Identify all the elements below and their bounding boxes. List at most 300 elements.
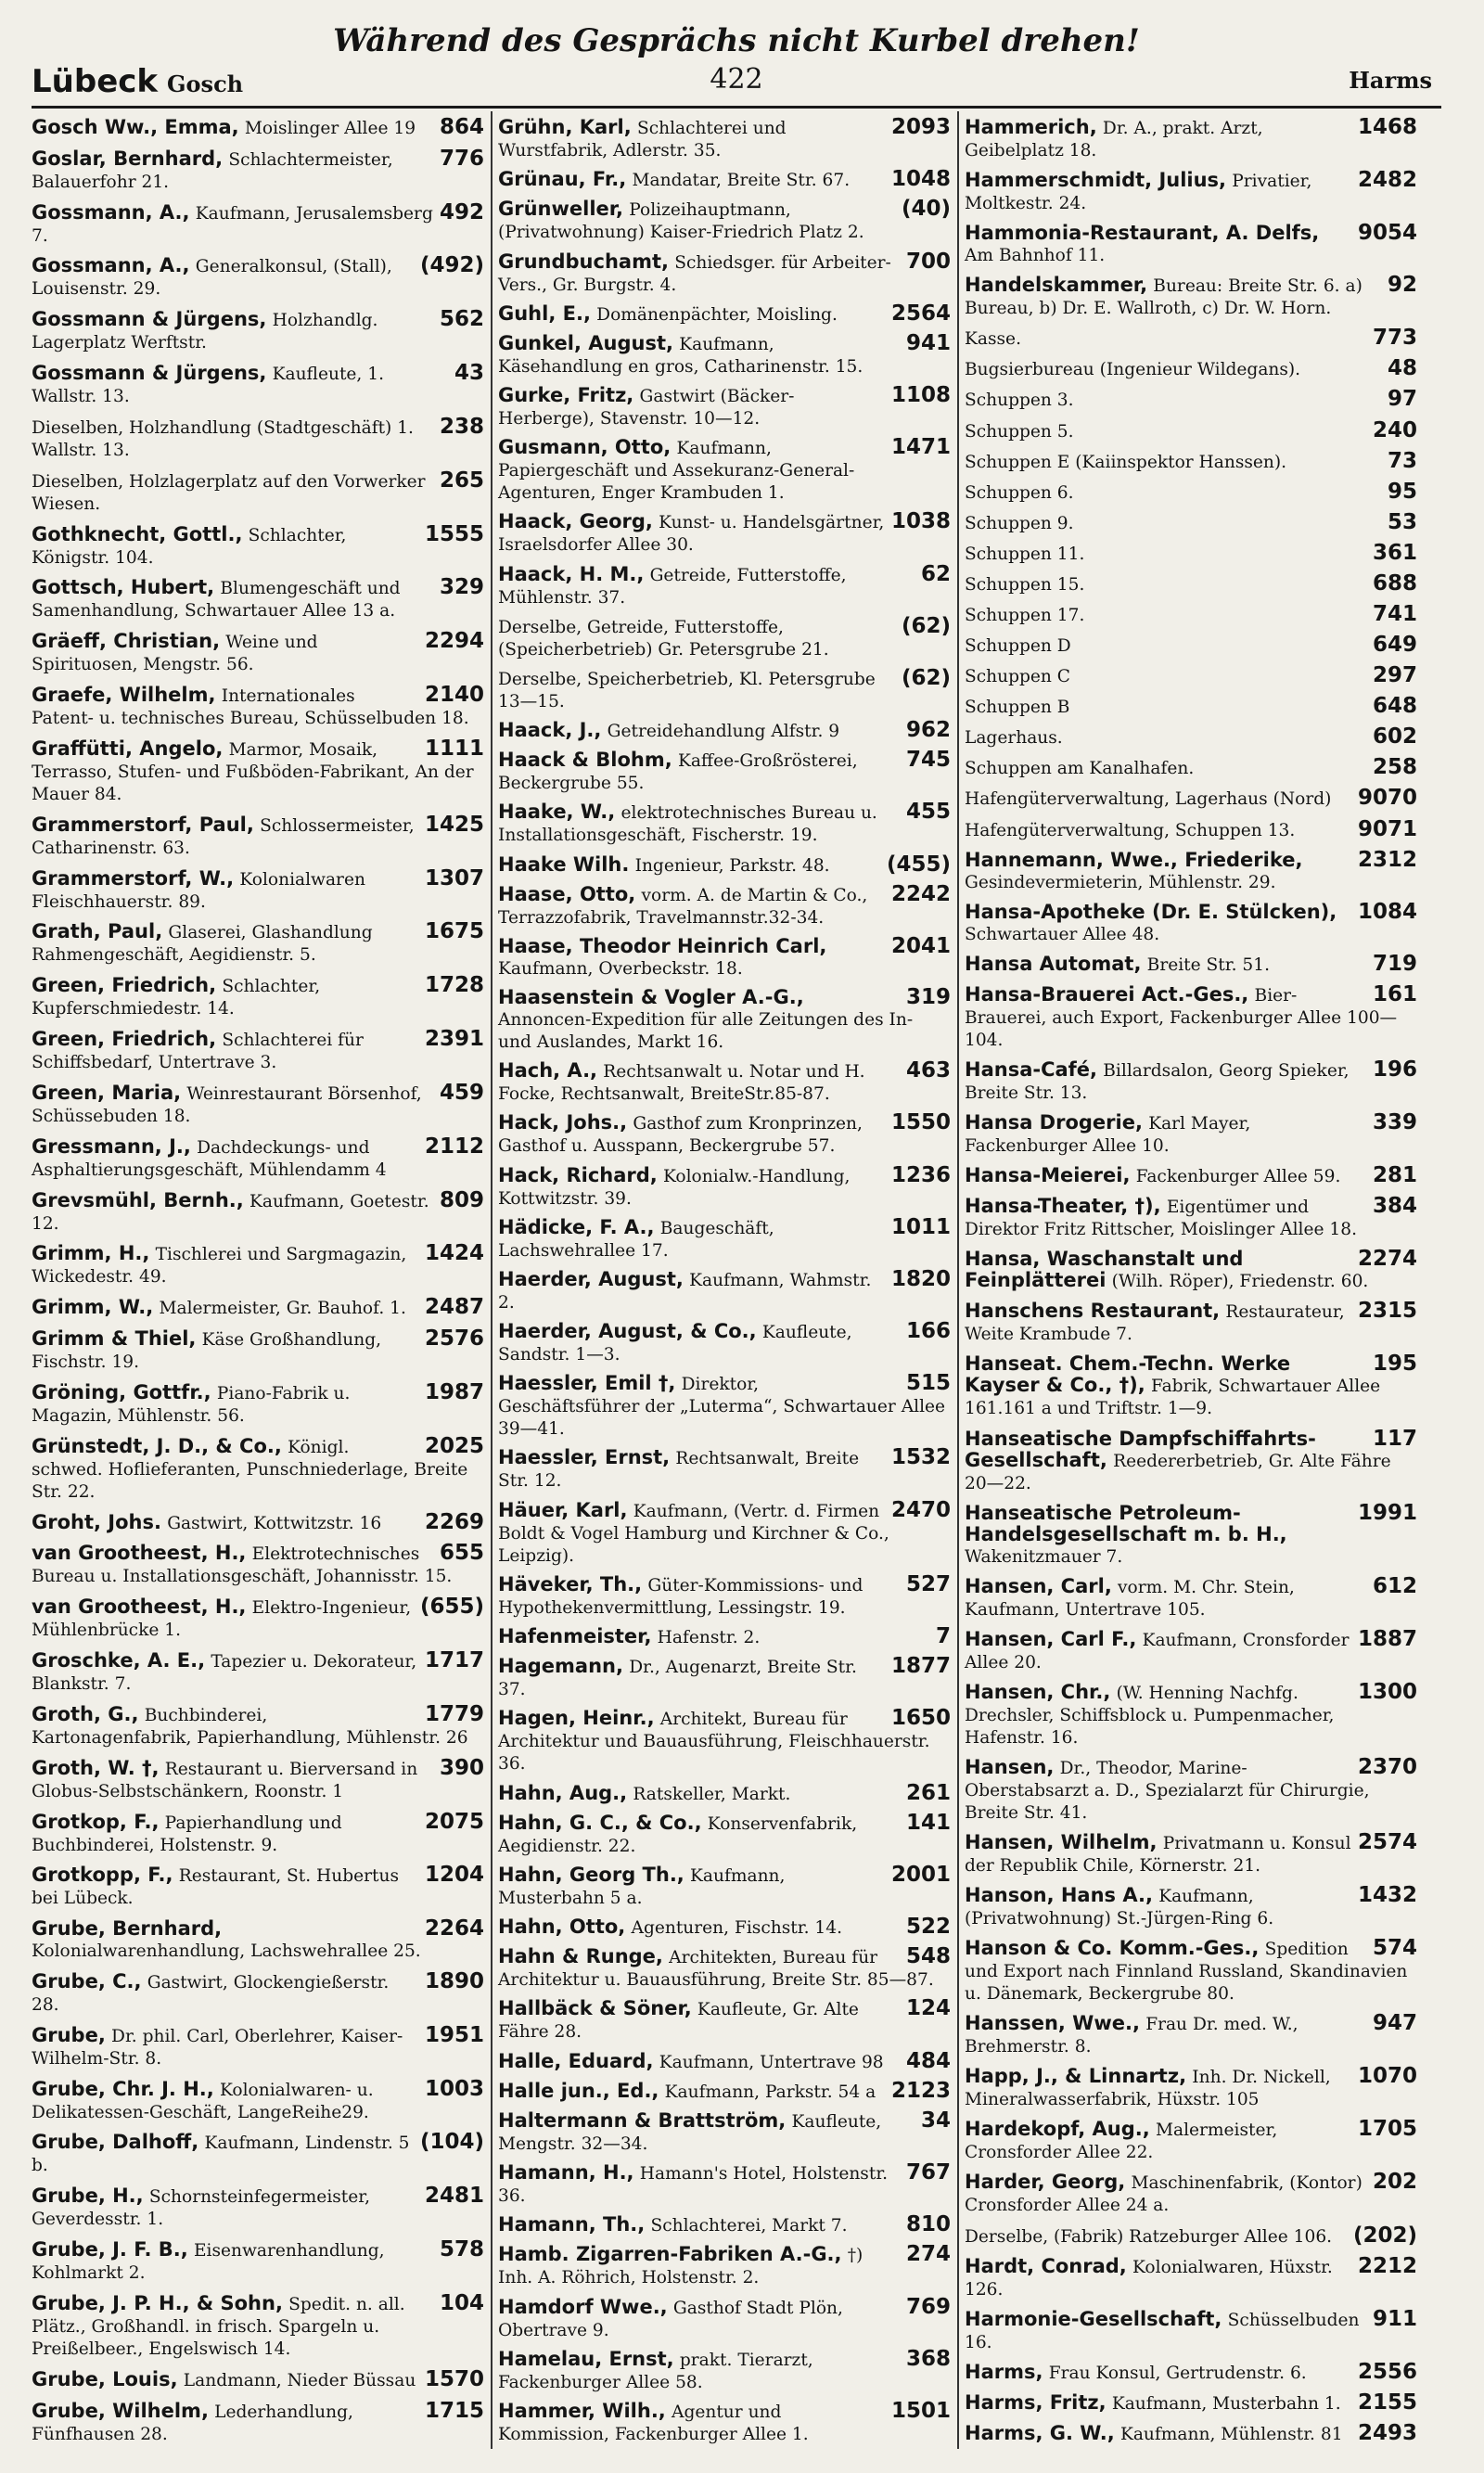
directory-entry [498, 199, 951, 243]
entry-details: Käse Großhandlung, Fischstr. 19. [32, 1330, 382, 1373]
entry-details: Kaufleute, Gr. Alte Fähre 28. [498, 2000, 859, 2043]
phone-number: (492) [419, 253, 484, 278]
entry-name: Grube, Louis, [32, 2367, 178, 2390]
phone-number: 2093 [890, 115, 951, 139]
phone-number: 202 [1372, 2170, 1417, 2195]
entry-name: Hahn, G. C., & Co., [498, 1811, 702, 1834]
phone-number: 53 [1387, 509, 1417, 534]
phone-number: 1555 [424, 521, 484, 546]
entry-name: Hansa-Apotheke (Dr. E. Stülcken), [965, 900, 1337, 923]
entry-name: Grammerstorf, W., [32, 866, 235, 890]
column-divider [491, 111, 493, 2449]
entry-name: Haessler, Ernst, [498, 1446, 671, 1469]
entry-details: Blumengeschäft und Samenhandlung, Schwartauer Allee 13 a. [32, 579, 401, 621]
phone-number: 741 [1372, 602, 1417, 627]
directory-entry [32, 1328, 484, 1373]
entry-name: Hammerschmidt, Julius, [965, 169, 1227, 192]
directory-entry [498, 1162, 951, 1210]
phone-number: 648 [1372, 694, 1417, 719]
entry-details: Schlachter, Kupferschmiedestr. 14. [32, 977, 321, 1019]
directory-entry [965, 1573, 1417, 1621]
entry-name: Groht, Johs. [32, 1510, 161, 1533]
phone-number: 962 [905, 718, 951, 743]
phone-number: 2312 [1357, 847, 1417, 872]
entries-list [498, 117, 951, 2445]
directory-entry [498, 1447, 951, 1492]
entry-details: Kaufmann, Musterbahn 5 a. [498, 1865, 786, 1908]
entry-name: Grube, C., [32, 1969, 142, 1992]
phone-number: 1111 [424, 736, 484, 761]
directory-entry [498, 330, 951, 378]
directory-entry [498, 1623, 951, 1648]
entry-details: Derselbe, Getreide, Futterstoffe, (Speicherbetrieb) Gr. Petersgrube 21. [498, 617, 829, 660]
entry-details: Kolonialwaren, Hüxstr. 126. [965, 2257, 1333, 2300]
directory-entry [498, 2294, 951, 2341]
phone-number: 2294 [424, 629, 484, 654]
phone-number: 1300 [1357, 1679, 1417, 1704]
phone-number: 1728 [424, 973, 484, 998]
entry-name: Grube, Bernhard, [32, 1917, 223, 1941]
entry-name: Gröning, Gottfr., [32, 1380, 211, 1403]
entry-details: Dachdeckungs- und Asphaltierungsgeschäft, Mühlendamm 4 [32, 1137, 387, 1180]
entry-details: Schwartauer Allee 48. [965, 924, 1160, 944]
directory-entry [965, 788, 1417, 810]
entry-details: Hafenstr. 2. [657, 1627, 761, 1647]
entry-details: Rechtsanwalt, Breite Str. 12. [498, 1449, 860, 1492]
directory-entry [32, 2239, 484, 2284]
entry-name: Hansa-Theater, †), [965, 1195, 1161, 1218]
entry-details: Fackenburger Allee 59. [1135, 1167, 1341, 1187]
directory-entry [32, 1029, 484, 1073]
entry-name: Hanseat. Chem.-Techn. Werke Kayser & Co., †), [965, 1352, 1291, 1397]
entry-details: Gesindevermieterin, Mühlenstr. 29. [965, 872, 1276, 892]
entry-details: Schlachterei, Markt 7. [650, 2216, 848, 2236]
directory-entry [498, 2048, 951, 2073]
entry-name: Grath, Paul, [32, 920, 163, 943]
directory-entry [965, 275, 1417, 319]
directory-entry [32, 685, 484, 729]
directory-entry [32, 1136, 484, 1181]
entry-details: Holzhandlg. Lagerplatz Werftstr. [32, 311, 378, 353]
page-number: 422 [710, 63, 763, 96]
entry-details: Konservenfabrik, Aegidienstr. 22. [498, 1813, 858, 1856]
phone-number: 166 [905, 1319, 951, 1344]
entry-details: (Wilh. Röper), Friedenstr. 60. [1111, 1272, 1369, 1292]
phone-number: 265 [439, 468, 484, 493]
entry-name: Harms, Fritz, [965, 2390, 1107, 2414]
range-from: Gosch [167, 70, 244, 97]
warning-line: Während des Gesprächs nicht Kurbel drehen! [333, 22, 1140, 59]
directory-entry [965, 481, 1417, 504]
directory-entry [498, 2244, 951, 2288]
directory-entry [32, 2132, 484, 2176]
entry-name: Hansa Drogerie, [965, 1111, 1143, 1134]
directory-entry [498, 1708, 951, 1775]
entry-name: Häuer, Karl, [498, 1498, 628, 1521]
directory-entry [965, 509, 1417, 534]
entry-details: Karl Mayer, Fackenburger Allee 10. [965, 1114, 1251, 1157]
phone-number: 1501 [890, 2398, 951, 2423]
entry-name: Gottsch, Hubert, [32, 576, 215, 599]
entry-name: Häveker, Th., [498, 1572, 643, 1595]
phone-number: 562 [439, 307, 484, 332]
entry-details: Buchbinderei, Kartonagenfabrik, Papierhandlung, Mühlenstr. 26 [32, 1705, 468, 1748]
phone-number: 95 [1387, 479, 1417, 504]
entry-name: Haltermann & Brattström, [498, 2108, 787, 2132]
entry-name: Grube, J. F. B., [32, 2238, 188, 2262]
entry-details: Getreide, Futterstoffe, Mühlenstr. 37. [498, 565, 847, 608]
phone-number: 2112 [424, 1134, 484, 1159]
entry-details: Kolonialwarenhandlung, Lachswehrallee 25. [32, 1941, 421, 1962]
entry-name: Harms, G. W., [965, 2421, 1115, 2444]
phone-number: 261 [905, 1780, 951, 1805]
entry-name: Green, Friedrich, [32, 974, 217, 997]
entry-name: Haack, Georg, [498, 510, 653, 533]
directory-entry [498, 437, 951, 504]
directory-entry [965, 1885, 1417, 1929]
entry-name: Hädicke, F. A., [498, 1215, 655, 1238]
entry-details: Piano-Fabrik u. Magazin, Mühlenstr. 56. [32, 1383, 351, 1426]
directory-entry [965, 327, 1417, 350]
phone-number: 319 [905, 985, 951, 1010]
phone-number: 1570 [424, 2366, 484, 2391]
entry-details: Ratskeller, Markt. [633, 1784, 791, 1804]
entry-details: Kaufmann, Käsehandlung en gros, Catharinenstr. 15. [498, 334, 864, 377]
entry-name: Gunkel, August, [498, 331, 673, 354]
phone-number: 1991 [1357, 1500, 1417, 1525]
phone-number: (62) [901, 613, 951, 638]
entry-details: Tapezier u. Dekorateur, Blankstr. 7. [32, 1652, 417, 1695]
phone-number: 2315 [1357, 1299, 1417, 1324]
entry-name: Hach, A., [498, 1059, 598, 1083]
entry-name: Hammonia-Restaurant, A. Delfs, [965, 222, 1320, 245]
entry-name: Grube, Wilhelm, [32, 2399, 209, 2422]
entry-name: Groschke, A. E., [32, 1649, 206, 1672]
entry-details: Restaurant, St. Hubertus bei Lübeck. [32, 1866, 400, 1909]
entry-name: Grünweller, [498, 198, 624, 221]
phone-number: 463 [905, 1058, 951, 1083]
phone-number: 361 [1372, 540, 1417, 565]
entry-details: Kaufmann, Jerusalemsberg 7. [32, 203, 433, 246]
entry-name: Grube, H., [32, 2185, 144, 2208]
entry-name: Gossmann & Jürgens, [32, 362, 267, 385]
entry-details: Restaurateur, Weite Krambude 7. [965, 1302, 1345, 1345]
entry-name: Hahn, Otto, [498, 1916, 626, 1939]
entry-name: Graefe, Wilhelm, [32, 684, 216, 707]
phone-number: 195 [1372, 1352, 1417, 1377]
entry-details: Dr. A., prakt. Arzt, Geibelplatz 18. [965, 119, 1263, 160]
directory-entry [32, 1080, 484, 1127]
phone-number: 2391 [424, 1027, 484, 1052]
directory-entry [965, 358, 1417, 380]
entry-details: Kaufmann, Overbeckstr. 18. [498, 958, 743, 979]
phone-number: 43 [454, 361, 484, 386]
entry-name: van Grootheest, H., [32, 1542, 247, 1565]
phone-number: (202) [1352, 2223, 1417, 2248]
phone-number: 34 [920, 2108, 951, 2133]
directory-entry [498, 854, 951, 877]
phone-number: 455 [905, 800, 951, 825]
directory-entry [498, 665, 951, 712]
entry-details: Schlachtermeister, Balauerfohr 21. [32, 149, 393, 192]
directory-entry [498, 987, 951, 1053]
directory-entry [498, 2162, 951, 2207]
entry-details: Kasse. [965, 329, 1021, 350]
entry-details: Elektrotechnisches Bureau u. Installationsgeschäft, Johannisstr. 15. [32, 1544, 453, 1587]
entry-name: Haake Wilh. [498, 852, 630, 876]
directory-entry [32, 1379, 484, 1427]
phone-number: 2487 [424, 1295, 484, 1320]
directory-entry [965, 1249, 1417, 1292]
entry-details: Kunst- u. Handelsgärtner, Israelsdorfer Allee 30. [498, 513, 885, 556]
directory-entry [32, 1509, 484, 1534]
entry-details: Schlachterei für Schiffsbedarf, Untertrave 3. [32, 1031, 364, 1073]
directory-entry [32, 1968, 484, 2016]
entry-name: Haase, Theodor Heinrich Carl, [498, 934, 827, 957]
directory-entry [965, 1059, 1417, 1104]
phone-number: 62 [920, 561, 951, 586]
phone-number: 2264 [424, 1916, 484, 1941]
entry-details: Dieselben, Holzhandlung (Stadtgeschäft) 1. Wallstr. 13. [32, 417, 414, 460]
directory-entry [32, 470, 484, 515]
directory-entry [965, 1165, 1417, 1187]
phone-number: 1717 [424, 1648, 484, 1673]
entry-details: Fabrik, Schwartauer Allee 161.161 a und Triftstr. 1—9. [965, 1377, 1381, 1419]
entry-name: Happ, J., & Linnartz, [965, 2065, 1187, 2088]
phone-number: 1468 [1357, 115, 1417, 139]
entry-details: Frau Konsul, Gertrudenstr. 6. [1048, 2363, 1307, 2383]
directory-entry [965, 2172, 1417, 2216]
phone-number: 274 [905, 2242, 951, 2267]
directory-entry [498, 1810, 951, 1857]
directory-entry [32, 1433, 484, 1503]
phone-number: (104) [419, 2130, 484, 2155]
directory-entry [32, 1809, 484, 1856]
directory-entry [498, 169, 951, 191]
phone-number: 769 [905, 2294, 951, 2319]
entry-details: Moislinger Allee 19 [244, 119, 416, 138]
entry-details: Breite Str. 51. [1146, 955, 1270, 975]
phone-number: 1048 [890, 167, 951, 192]
phone-number: 384 [1372, 1194, 1417, 1219]
entry-name: Haack, H. M., [498, 562, 645, 585]
directory-entry [498, 117, 951, 161]
entry-name: Hack, Johs., [498, 1111, 628, 1134]
phone-number: 776 [439, 146, 484, 171]
directory-entry [498, 251, 951, 296]
entry-details: Schlossermeister, Catharinenstr. 63. [32, 815, 415, 858]
entry-details: Landmann, Nieder Büssau [183, 2370, 416, 2390]
entry-details: Bier-Brauerei, auch Export, Fackenburger Allee 100—104. [965, 985, 1398, 1050]
directory-entry [965, 1112, 1417, 1157]
entry-name: Hahn, Aug., [498, 1781, 628, 1804]
entry-details: Baugeschäft, Lachswehrallee 17. [498, 1218, 774, 1261]
phone-number: 2242 [890, 881, 951, 906]
phone-number: 515 [905, 1371, 951, 1396]
phone-number: 97 [1387, 387, 1417, 412]
entry-name: Hagen, Heinr., [498, 1707, 655, 1730]
entry-details: Wakenitzmauer 7. [965, 1546, 1123, 1567]
phone-number: (455) [886, 852, 951, 877]
entry-name: Grotkopp, F., [32, 1864, 173, 1887]
entry-name: Hanson, Hans A., [965, 1884, 1153, 1907]
directory-entry [965, 665, 1417, 687]
phone-number: 578 [439, 2237, 484, 2262]
entry-name: Hahn, Georg Th., [498, 1863, 684, 1886]
entry-details: Rechtsanwalt u. Notar und H. Focke, Rechtsanwalt, BreiteStr.85-87. [498, 1062, 865, 1105]
entry-details: Agenturen, Fischstr. 14. [631, 1918, 842, 1939]
phone-number: 2025 [424, 1433, 484, 1458]
entry-details: Mandatar, Breite Str. 67. [632, 171, 851, 191]
directory-entry [965, 1626, 1417, 1673]
directory-entry [498, 1060, 951, 1105]
phone-number: 92 [1387, 273, 1417, 298]
entry-name: Grünstedt, J. D., & Co., [32, 1434, 282, 1457]
phone-number: 649 [1372, 633, 1417, 658]
directory-entry [965, 2119, 1417, 2163]
directory-entry [32, 363, 484, 407]
entry-name: Hallbäck & Söner, [498, 1997, 692, 2020]
phone-number: 1204 [424, 1863, 484, 1888]
phone-number: 1084 [1357, 899, 1417, 924]
directory-entry [965, 2253, 1417, 2300]
directory-entry [32, 2185, 484, 2230]
entry-details: Derselbe, Speicherbetrieb, Kl. Petersgrube 13—15. [498, 669, 876, 711]
entry-name: Harder, Georg, [965, 2171, 1126, 2194]
entry-name: Hamdorf Wwe., [498, 2295, 668, 2318]
entry-name: Hannemann, Wwe., Friederike, [965, 848, 1303, 871]
entry-details: Agentur und Kommission, Fackenburger Allee 1. [498, 2402, 809, 2444]
entry-name: Gräeff, Christian, [32, 630, 221, 653]
directory-entry [965, 389, 1417, 411]
directory-entry [32, 1918, 484, 1962]
directory-entry [965, 2066, 1417, 2110]
directory-entry [965, 634, 1417, 657]
entry-name: Hanschens Restaurant, [965, 1300, 1221, 1323]
phone-number: 1108 [890, 383, 951, 408]
entry-name: Grube, Dalhoff, [32, 2131, 199, 2154]
phone-number: 941 [905, 330, 951, 355]
directory-entry [32, 1650, 484, 1695]
directory-entry [965, 1829, 1417, 1877]
directory-entry [498, 1266, 951, 1313]
directory-entry [965, 757, 1417, 779]
phone-number: 745 [905, 748, 951, 773]
phone-number: 104 [439, 2290, 484, 2315]
directory-entry [965, 696, 1417, 718]
entry-name: Hardt, Conrad, [965, 2254, 1127, 2277]
phone-number: 73 [1387, 448, 1417, 473]
phone-number: 864 [439, 115, 484, 139]
directory-entry [965, 2359, 1417, 2384]
directory-entry [32, 148, 484, 193]
phone-number: 484 [905, 2048, 951, 2073]
directory-entry [498, 1864, 951, 1909]
entry-details: Schuppen 11. [965, 544, 1085, 564]
entry-details: Reedererbetrieb, Gr. Alte Fähre 20—22. [965, 1451, 1391, 1493]
entry-name: Hansen, Chr., [965, 1680, 1111, 1703]
entry-details: vorm. M. Chr. Stein, Kaufmann, Untertrave 105. [965, 1577, 1295, 1620]
entry-details: Architekten, Bureau für Architektur u. Bauausführung, Breite Str. 85—87. [498, 1948, 934, 1991]
directory-entry [498, 2346, 951, 2393]
entry-name: Grotkop, F., [32, 1810, 160, 1833]
directory-entry [32, 416, 484, 461]
entry-details: Derselbe, (Fabrik) Ratzeburger Allee 106. [965, 2226, 1333, 2247]
entry-details: Hafengüterverwaltung, Schuppen 13. [965, 820, 1296, 840]
directory-entry [32, 1596, 484, 1641]
entry-name: Hafenmeister, [498, 1624, 652, 1647]
entry-details: Kolonialwaren Fleischhauerstr. 89. [32, 869, 365, 912]
entry-details: Weine und Spirituosen, Mengstr. 56. [32, 633, 318, 675]
entry-details: Domänenpächter, Moisling. [596, 304, 838, 325]
entry-name: Hagemann, [498, 1655, 623, 1678]
phone-number: 2001 [890, 1862, 951, 1887]
running-head-left [32, 63, 243, 100]
directory-entry [498, 2398, 951, 2445]
directory-entry [965, 2013, 1417, 2057]
phone-number: 612 [1372, 1573, 1417, 1598]
phone-number: 574 [1372, 1936, 1417, 1961]
directory-entry [32, 975, 484, 1019]
entry-name: Hamann, H., [498, 2161, 634, 2185]
directory-entry [498, 933, 951, 980]
phone-number: 1038 [890, 509, 951, 534]
entry-details: Kaufleute, 1. Wallstr. 13. [32, 365, 384, 407]
phone-number: 2470 [890, 1497, 951, 1522]
entry-details: Architekt, Bureau für Architektur und Bauausführung, Fleischhauerstr. 36. [498, 1710, 930, 1775]
entry-details: Dr. phil. Carl, Oberlehrer, Kaiser-Wilhelm-Str. 8. [32, 2026, 403, 2069]
entry-name: Hansen, Carl F., [965, 1627, 1137, 1650]
phone-number: 1675 [424, 919, 484, 944]
phone-number: 368 [905, 2346, 951, 2371]
entry-details: Schornsteinfegermeister, Geverdesstr. 1. [32, 2187, 371, 2230]
phone-number: 2212 [1357, 2253, 1417, 2278]
phone-number: 1236 [890, 1162, 951, 1187]
directory-entry [965, 417, 1417, 442]
directory-entry [498, 1497, 951, 1567]
phone-number: 810 [905, 2212, 951, 2237]
entry-name: Hammer, Wilh., [498, 2399, 666, 2422]
entry-name: Halle jun., Ed., [498, 2079, 659, 2102]
directory-entry [965, 223, 1417, 266]
entry-details: Papierhandlung und Buchbinderei, Holstenstr. 9. [32, 1813, 342, 1855]
entry-details: (W. Henning Nachfg. Drechsler, Schiffsblock u. Pumpenmacher, Hafenstr. 16. [965, 1683, 1335, 1748]
directory-entry [32, 1543, 484, 1587]
directory-entry [498, 613, 951, 660]
directory-entry [498, 750, 951, 794]
entry-details: Ingenieur, Parkstr. 48. [634, 855, 830, 876]
entry-details: Kaufmann, Goetestr. 12. [32, 1191, 429, 1234]
column-2 [498, 117, 951, 2445]
entry-details: Kaufmann, (Vertr. d. Firmen Boldt & Vogel Hamburg und Kirchner & Co., Leipzig). [498, 1501, 889, 1566]
entry-details: Kolonialwaren- u. Delikatessen-Geschäft, LangeReihe29. [32, 2080, 374, 2122]
directory-entry [965, 951, 1417, 976]
phone-number: 2481 [424, 2184, 484, 2209]
directory-entry [498, 801, 951, 846]
phone-number: 2556 [1357, 2359, 1417, 2384]
phone-number: 124 [905, 1996, 951, 2021]
entry-name: Hansa-Brauerei Act.-Ges., [965, 982, 1249, 1006]
entry-details: Internationales Patent- u. technisches Bureau, Schüsselbuden 18. [32, 686, 469, 729]
entry-name: Grammerstorf, Paul, [32, 813, 254, 836]
directory-entry [965, 899, 1417, 945]
entries-list [32, 117, 484, 2445]
directory-entry [965, 981, 1417, 1051]
directory-entry [965, 117, 1417, 161]
phone-number: 492 [439, 199, 484, 224]
directory-entry [32, 2022, 484, 2069]
directory-entry [498, 561, 951, 609]
